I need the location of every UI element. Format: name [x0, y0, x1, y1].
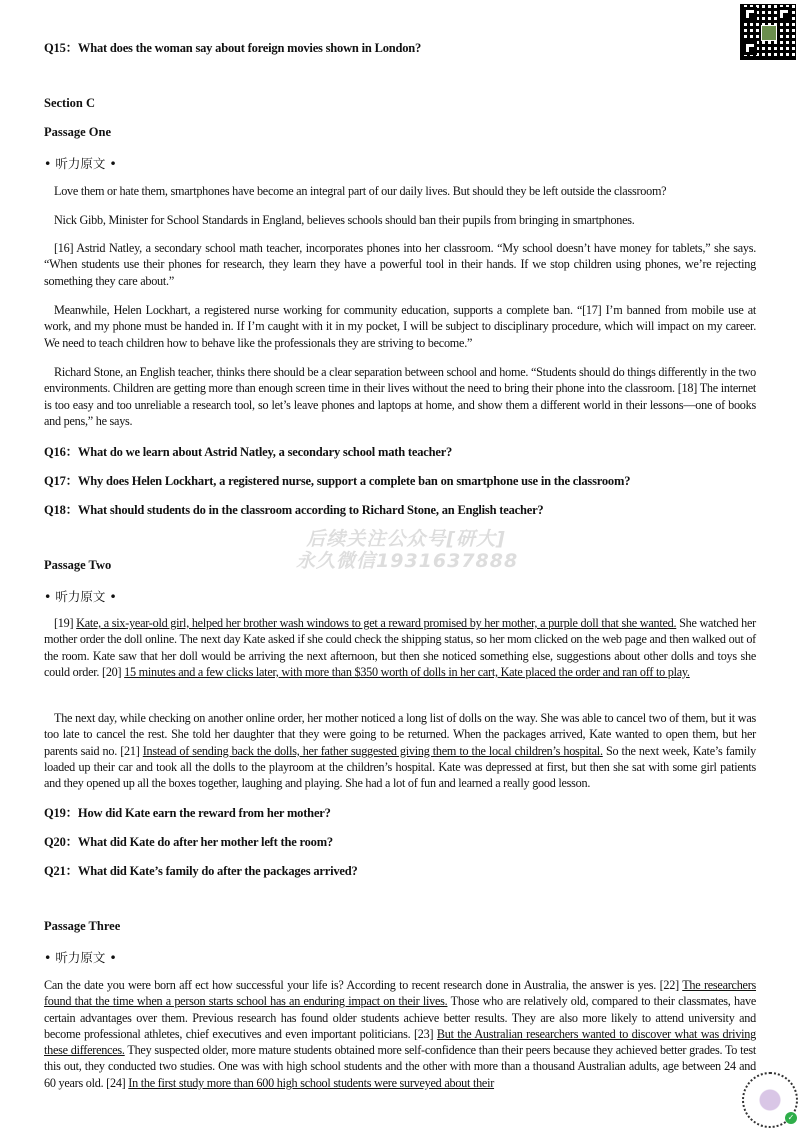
passage-two-label: • 听力原文 • [44, 589, 117, 604]
question-q15: Q15：What does the woman say about foreign movies shown in London? [44, 41, 422, 55]
qr-logo-icon [761, 25, 777, 41]
qr-code [740, 4, 796, 60]
answer-underline-24: In the first study more than 600 high school students were surveyed about their [128, 1075, 495, 1090]
question-q19: Q19：How did Kate earn the reward from her mother? [44, 806, 331, 820]
passage-one-label: • 听力原文 • [44, 156, 117, 171]
question-q17: Q17：Why does Helen Lockhart, a registered nurse, support a complete ban on smartphone use in the classroom? [44, 474, 631, 488]
passage-one-paragraph-1: Love them or hate them, smartphones have become an integral part of our daily lives. But should they be left outside the classroom? [54, 184, 667, 198]
section-heading: Section C [44, 96, 96, 110]
answer-underline-20: 15 minutes and a few clicks later, with more than $350 worth of dolls in her cart, Kate placed the order and ran off to play. [124, 664, 690, 679]
answer-underline-19: Kate, a six-year-old girl, helped her brother wash windows to get a reward promised by her mother, a purple doll that she wanted. [76, 616, 677, 630]
passage-two-paragraph-1: [19] Kate, a six-year-old girl, helped her brother wash windows to get a reward promised by her mother, a purple doll that she wanted. She watched her mother order the doll online. The next day Kate asked if she could check the shipping status, so her mom clicked on the web page and then walked out of the room. Kate saw that her doll would be arriving the next afternoon, but then she noticed something else, suggestions about other dolls and toys she could order. [20] 15 minutes and a few clicks later, with more than $350 worth of dolls in her cart, Kate placed the order and ran off to play. [44, 616, 756, 679]
answer-underline-22: The researchers found that the time when a person starts school has an enduring impact on their lives. [44, 978, 757, 1009]
badge-icon: ✓ [785, 1112, 797, 1124]
watermark-line-2: 永久微信1931637888 [296, 550, 519, 572]
passage-one-paragraph-4: Meanwhile, Helen Lockhart, a registered nurse working for community education, supports a complete ban. “[17] I’m banned from mobile use at work, and my phone must be handed in. If I’m caught with it in my pocket, I will be subject to disciplinary procedure, which will impact on my career. We need to teach children how to behave like the professionals they are striving to become.” [44, 303, 756, 350]
passage-three-paragraph-1: Can the date you were born aff ect how successful your life is? According to recent research done in Australia, the answer is yes. [22] The researchers found that the time when a person starts school has an enduring impact on their lives. Those who are relatively old, compared to their classmates, have certain advantages over them. Previous research has found older students achieve better results. They are also more likely to attend university and become professional athletes, chief executives and even important politicians. [23] But the Australian researchers wanted to discover what was driving these differences. They suspected older, more mature students obtained more self-confidence than their peers because they achieved better grades. To test this out, they conducted two studies. One was with high school students and the other with more than a thousand Australian adults, age between 24 and 60 years old. [24] In the first study more than 600 high school students were surveyed about their [44, 978, 757, 1090]
passage-two-title: Passage Two [44, 558, 112, 572]
passage-three-title: Passage Three [44, 919, 121, 933]
question-q21: Q21：What did Kate’s family do after the packages arrived? [44, 864, 358, 878]
passage-one-paragraph-2: Nick Gibb, Minister for School Standards in England, believes schools should ban their pupils from bringing in smartphones. [54, 213, 635, 227]
answer-underline-23: But the Australian researchers wanted to discover what was driving these differences. [44, 1026, 756, 1058]
question-q20: Q20：What did Kate do after her mother left the room? [44, 835, 333, 849]
passage-one-paragraph-3: [16] Astrid Natley, a secondary school math teacher, incorporates phones into her classroom. “My school doesn’t have money for tablets,” she says. “When students use their phones for research, they learn they have a powerful tool in their hands. If we stop children using phones, we’re rejecting something they care about.” [44, 241, 756, 288]
passage-one-title: Passage One [44, 125, 112, 139]
question-q18: Q18：What should students do in the classroom according to Richard Stone, an English teacher? [44, 503, 544, 517]
passage-three-label: • 听力原文 • [44, 950, 117, 965]
passage-two-paragraph-2: The next day, while checking on another online order, her mother noticed a long list of dolls on the way. She was able to cancel two of them, but it was too late to cancel the rest. She told her daughter that they were going to be returned. When the packages arrived, Kate wanted to open them, but her parents said no. [21] Instead of sending back the dolls, her father suggested giving them to the local children’s hospital. So the next week, Kate’s family loaded up their car and took all the dolls to the playroom at the children’s hospital. Kate was depressed at first, but then she sat with some girl patients and they opened up all the boxes together, laughing and playing. She had a lot of fun and learned a really good lesson. [44, 711, 757, 791]
answer-underline-21: Instead of sending back the dolls, her father suggested giving them to the local children’s hospital. [142, 743, 603, 758]
watermark-line-1: 后续关注公众号[研大] [306, 528, 506, 550]
passage-one-paragraph-5: Richard Stone, an English teacher, thinks there should be a clear separation between school and home. “Students should do things differently in the two environments. Children are getting more than enough screen time in their lives without the need to bring their phone into the classroom. [18] The internet is too easy and too unreliable a research tool, so let’s leave phones and laptops at home, and show them a different world in their lessons—one of books and pens,” he says. [44, 365, 756, 428]
question-q16: Q16：What do we learn about Astrid Natley, a secondary school math teacher? [44, 445, 453, 459]
